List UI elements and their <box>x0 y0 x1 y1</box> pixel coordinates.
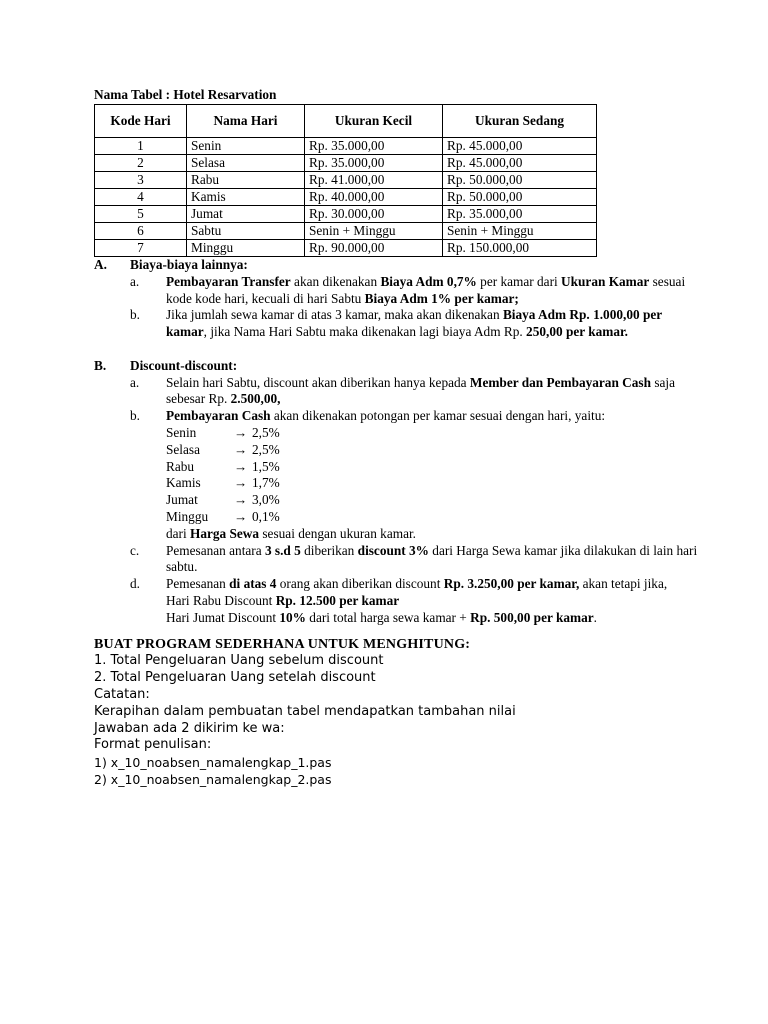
text-run: sesuai kode kode hari, kecuali di hari Sabtu <box>166 273 686 306</box>
task-line: Catatan: <box>94 686 150 702</box>
task-line: 1. Total Pengeluaran Uang sebelum discount <box>94 653 384 669</box>
text-run: akan dikenakan potongan per kamar sesuai dengan hari, yaitu: <box>270 408 606 424</box>
arrow-right-icon: → <box>234 492 248 508</box>
cell-ukuran-sedang: Rp. 45.000,00 <box>443 138 597 155</box>
day-name: Jumat <box>166 492 198 508</box>
cell-ukuran-kecil: Rp. 35.000,00 <box>305 138 443 155</box>
item-text <box>166 307 704 341</box>
day-discount: 0,1% <box>252 508 280 524</box>
arrow-right-icon: → <box>234 475 248 491</box>
text-run: dari Harga Sewa kamar jika dilakukan di lain hari sabtu. <box>166 542 698 575</box>
section-b-item-a <box>94 375 704 409</box>
task-lines <box>94 653 704 754</box>
text-run: saja sebesar Rp. <box>166 374 675 407</box>
cell-ukuran-kecil: Rp. 30.000,00 <box>305 206 443 223</box>
day-name: Selasa <box>166 441 200 457</box>
text-run: Jika jumlah sewa kamar di atas 3 kamar, maka akan dikenakan <box>166 307 503 323</box>
list-item <box>166 492 704 509</box>
section-b-letter: B. <box>94 357 107 373</box>
bold-text-run: Pembayaran Transfer <box>166 273 291 289</box>
cell-ukuran-sedang: Rp. 45.000,00 <box>443 155 597 172</box>
section-a-letter: A. <box>94 257 107 272</box>
table-row <box>95 240 597 257</box>
bold-text-run: di atas 4 <box>229 576 277 592</box>
cell-ukuran-kecil: Senin + Minggu <box>305 223 443 240</box>
cell-ukuran-sedang: Rp. 50.000,00 <box>443 189 597 206</box>
section-a-heading <box>94 257 704 274</box>
section-b-title: Discount-discount: <box>130 357 238 373</box>
bold-text-run: Rp. 12.500 per kamar <box>275 592 400 608</box>
cell-kode-hari: 7 <box>95 240 187 257</box>
cell-kode-hari: 4 <box>95 189 187 206</box>
list-item <box>166 509 704 526</box>
item-text <box>166 543 704 577</box>
table-header-row <box>95 105 597 138</box>
bold-text-run: Member dan Pembayaran Cash <box>469 374 651 390</box>
cell-ukuran-sedang: Senin + Minggu <box>443 223 597 240</box>
document-body <box>94 86 704 788</box>
cell-nama-hari: Senin <box>187 138 305 155</box>
cell-kode-hari: 6 <box>95 223 187 240</box>
cell-ukuran-kecil: Rp. 40.000,00 <box>305 189 443 206</box>
item-label: c. <box>130 542 140 558</box>
discount-footer <box>166 526 704 543</box>
header-nama-hari: Nama Hari <box>187 105 305 138</box>
item-d-line-rabu <box>94 593 704 610</box>
bold-text-run: Biaya Adm Rp. 1.000,00 per kamar <box>166 307 662 340</box>
arrow-right-icon: → <box>234 458 248 474</box>
day-discount: 2,5% <box>252 424 280 440</box>
header-ukuran-kecil: Ukuran Kecil <box>305 105 443 138</box>
task-line: Format penulisan: <box>94 737 212 753</box>
item-text <box>166 274 704 308</box>
cell-kode-hari: 5 <box>95 206 187 223</box>
arrow-right-icon: → <box>234 441 248 457</box>
section-b-item-b <box>94 408 704 425</box>
cell-nama-hari: Rabu <box>187 172 305 189</box>
item-text <box>166 375 704 409</box>
bold-text-run: 250,00 per kamar. <box>526 324 628 340</box>
bold-text-run: Rp. 500,00 per kamar <box>470 609 594 625</box>
file-name-list <box>94 754 704 788</box>
list-item <box>166 459 704 476</box>
item-label: b. <box>130 307 140 323</box>
list-item <box>166 425 704 442</box>
day-name: Senin <box>166 424 197 440</box>
text-run: dari <box>166 525 190 541</box>
item-text <box>166 576 667 593</box>
cell-ukuran-kecil: Rp. 41.000,00 <box>305 172 443 189</box>
text-run: sesuai dengan ukuran kamar. <box>259 525 416 541</box>
section-b-item-d <box>94 576 704 593</box>
bold-text-run: 10% <box>279 609 306 625</box>
discount-day-list <box>94 425 704 543</box>
cell-ukuran-kecil: Rp. 90.000,00 <box>305 240 443 257</box>
text-run: Selain hari Sabtu, discount akan diberikan hanya kepada <box>166 374 470 390</box>
list-item <box>166 475 704 492</box>
cell-ukuran-sedang: Rp. 35.000,00 <box>443 206 597 223</box>
hotel-reservation-table <box>94 104 597 257</box>
table-row <box>95 155 597 172</box>
text-run: Hari Rabu Discount <box>166 592 276 608</box>
item-label: b. <box>130 408 140 424</box>
day-discount: 1,7% <box>252 475 280 491</box>
bold-text-run: Biaya Adm 1% per kamar; <box>364 290 519 306</box>
text-run: Pemesanan antara <box>166 542 265 558</box>
cell-nama-hari: Sabtu <box>187 223 305 240</box>
section-b-heading <box>94 358 704 375</box>
item-text <box>166 408 605 425</box>
arrow-right-icon: → <box>234 424 248 440</box>
task-line: Jawaban ada 2 dikirim ke wa: <box>94 720 285 736</box>
task-line: Kerapihan dalam pembuatan tabel mendapatkan tambahan nilai <box>94 703 516 719</box>
text-run: orang akan diberikan discount <box>276 576 444 592</box>
item-label: d. <box>130 576 140 592</box>
task-line: 2. Total Pengeluaran Uang setelah discount <box>94 670 376 686</box>
section-a-item-b <box>94 307 704 341</box>
file-name: 2) x_10_noabsen_namalengkap_2.pas <box>94 772 332 788</box>
bold-text-run: Pembayaran Cash <box>166 408 271 424</box>
table-row <box>95 189 597 206</box>
bold-text-run: Biaya Adm 0,7% <box>380 273 477 289</box>
table-row <box>95 206 597 223</box>
day-discount: 1,5% <box>252 458 280 474</box>
header-ukuran-sedang: Ukuran Sedang <box>443 105 597 138</box>
item-d-line-jumat <box>94 610 704 627</box>
text-run: akan dikenakan <box>290 273 381 289</box>
text-run: akan tetapi jika, <box>579 576 668 592</box>
section-b-item-c <box>94 543 704 577</box>
list-item <box>166 442 704 459</box>
section-a-item-a <box>94 274 704 308</box>
text-run: . <box>593 609 597 625</box>
text-run: Pemesanan <box>166 576 230 592</box>
bold-text-run: Ukuran Kamar <box>561 273 650 289</box>
header-kode-hari: Kode Hari <box>95 105 187 138</box>
bold-text-run: 3 s.d 5 <box>264 542 301 558</box>
cell-nama-hari: Minggu <box>187 240 305 257</box>
cell-kode-hari: 1 <box>95 138 187 155</box>
cell-kode-hari: 2 <box>95 155 187 172</box>
cell-ukuran-kecil: Rp. 35.000,00 <box>305 155 443 172</box>
cell-nama-hari: Selasa <box>187 155 305 172</box>
day-name: Rabu <box>166 458 195 474</box>
day-discount: 2,5% <box>252 441 280 457</box>
bold-text-run: discount 3% <box>357 542 429 558</box>
day-name: Minggu <box>166 508 209 524</box>
bold-text-run: 2.500,00, <box>230 391 281 407</box>
section-a-title: Biaya-biaya lainnya: <box>130 257 248 272</box>
bold-text-run: Rp. 3.250,00 per kamar, <box>443 576 580 592</box>
day-name: Kamis <box>166 475 201 491</box>
cell-nama-hari: Jumat <box>187 206 305 223</box>
text-run: per kamar dari <box>476 273 562 289</box>
file-name: 1) x_10_noabsen_namalengkap_1.pas <box>94 755 332 771</box>
cell-nama-hari: Kamis <box>187 189 305 206</box>
table-row <box>95 223 597 240</box>
table-row <box>95 138 597 155</box>
cell-ukuran-sedang: Rp. 50.000,00 <box>443 172 597 189</box>
item-label: a. <box>130 374 140 390</box>
cell-kode-hari: 3 <box>95 172 187 189</box>
text-run: dari total harga sewa kamar + <box>305 609 471 625</box>
text-run: Hari Jumat Discount <box>166 609 280 625</box>
item-label: a. <box>130 273 140 289</box>
text-run: diberikan <box>300 542 358 558</box>
arrow-right-icon: → <box>234 508 248 524</box>
bold-text-run: Harga Sewa <box>190 525 260 541</box>
task-heading: BUAT PROGRAM SEDERHANA UNTUK MENGHITUNG: <box>94 636 471 652</box>
day-discount: 3,0% <box>252 492 280 508</box>
text-run: , jika Nama Hari Sabtu maka dikenakan lagi biaya Adm Rp. <box>203 324 527 340</box>
table-row <box>95 172 597 189</box>
table-title: Nama Tabel : Hotel Resarvation <box>94 87 277 102</box>
cell-ukuran-sedang: Rp. 150.000,00 <box>443 240 597 257</box>
